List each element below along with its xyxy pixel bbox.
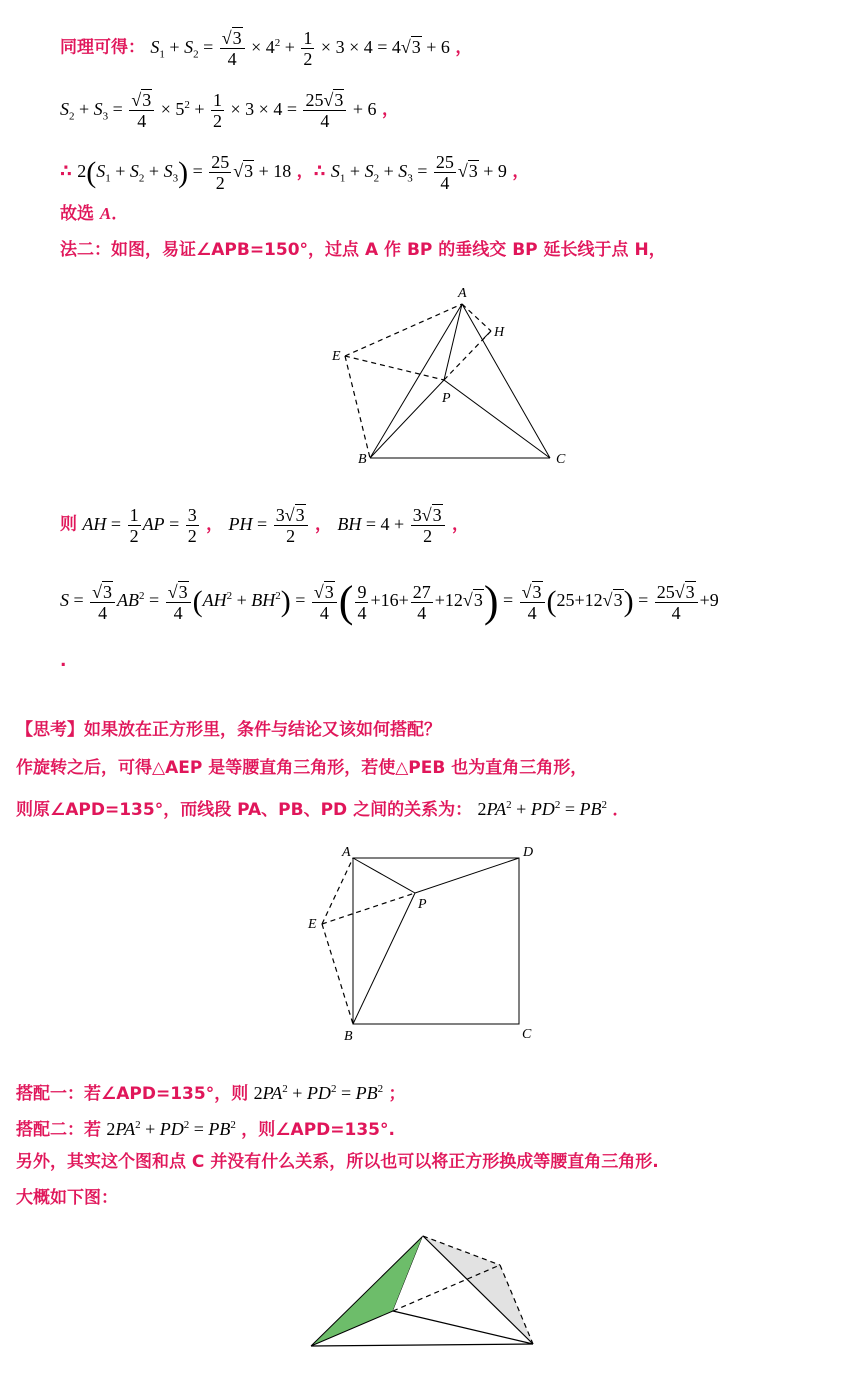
seg-eb	[345, 356, 370, 458]
match-one-line: 搭配一：若∠APD=135°，则 $2PA^2 + PD^2 = PB^2$ ；	[16, 1083, 406, 1104]
eq-line-2: $S_2 + S_3$ = $\frac{√3}{4}$ × $5^2$ + $\frac{1}{2}$ × 3 × 4 = $\frac{25√3}{4}$ + 6 ，	[60, 90, 399, 131]
triangle-figure	[320, 280, 580, 475]
roughly-line: 大概如下图：	[16, 1188, 118, 1208]
label-c: C	[556, 452, 566, 467]
label-a: A	[342, 845, 351, 860]
match-two-line: 搭配二：若 $2PA^2 + PD^2 = PB^2$ ，则∠APD=135°.	[16, 1119, 395, 1140]
seg-pd	[415, 858, 519, 893]
seg-ep	[322, 893, 415, 924]
eq-line-1: 同理可得： $S_1 + S_2$ = $\frac{√3}{4}$ × $4^2$ + $\frac{1}{2}$ × 3 × 4 = 4√3 + 6 ，	[60, 28, 473, 69]
label-b: B	[358, 452, 367, 467]
seg-base	[311, 1344, 533, 1346]
square-figure	[300, 838, 550, 1048]
eq-line-4: 则 AH = $\frac{1}{2}$ AP = $\frac{3}{2}$ ， PH = $\frac{3√3}{2}$ ， BH = 4 + $\frac{3√3}{2}$ ，	[60, 505, 469, 546]
note-line: 另外，其实这个图和点 C 并没有什么关系，所以也可以将正方形换成等腰直角三角形.	[16, 1152, 659, 1172]
seg-ac	[462, 304, 550, 458]
seg-ab	[370, 304, 462, 458]
seg-pc	[444, 380, 550, 458]
think-line-3: 则原∠APD=135°，而线段 PA、PB、PD 之间的关系为： $2PA^2 + PD^2 = PB^2$ ．	[16, 799, 630, 820]
label-p: P	[442, 391, 451, 406]
square-abcd	[353, 858, 519, 1024]
eq-line-1-prefix: 同理可得：	[60, 37, 145, 58]
label-h: H	[494, 325, 505, 340]
think-line-2: 作旋转之后，可得△AEP 是等腰直角三角形，若使△PEB 也为直角三角形，	[16, 758, 588, 778]
think-heading: 【思考】如果放在正方形里，条件与结论又该如何搭配？	[16, 720, 441, 740]
seg-ah	[462, 304, 491, 331]
method-two-line: 法二：如图，易证∠APB=150°，过点 A 作 BP 的垂线交 BP 延长线于点 H，	[60, 240, 666, 260]
eq-line-3: ∴ $2(S_1 + S_2 + S_3)$ = $\frac{25}{2}$ √3 + 18 ，∴ $S_1 + S_2 + S_3$ = $\frac{25}{4}$ √3 + 9 ，	[60, 152, 530, 193]
answer-line: 故选 A．	[60, 204, 129, 224]
label-b: B	[344, 1029, 353, 1044]
label-d: D	[523, 845, 534, 860]
seg-ea	[345, 304, 462, 356]
label-p: P	[418, 897, 427, 912]
seg-bp	[353, 893, 415, 1024]
seg-eb	[322, 924, 353, 1024]
seg-ap	[444, 304, 462, 380]
eq-line-5: S = $\frac{√3}{4}$ $AB^2$ = $\frac{√3}{4}$ $(AH^2 + BH^2)$ = $\frac{√3}{4}$ ( $\frac{9}{4}$ +16+ $\frac{27}{4}$ +12√3) = $\frac{√3}{4}$ (25+12√3) = $\frac{25√3}{4}$ +9	[60, 577, 719, 626]
label-e: E	[308, 917, 317, 932]
label-a: A	[458, 286, 467, 301]
seg-ea	[322, 858, 353, 924]
seg-ap	[353, 858, 415, 893]
label-e: E	[332, 349, 341, 364]
label-c: C	[522, 1027, 532, 1042]
seg-bp	[370, 380, 444, 458]
seg-ph	[444, 331, 491, 380]
isosceles-figure	[305, 1228, 545, 1353]
trailing-dot: .	[60, 651, 67, 671]
